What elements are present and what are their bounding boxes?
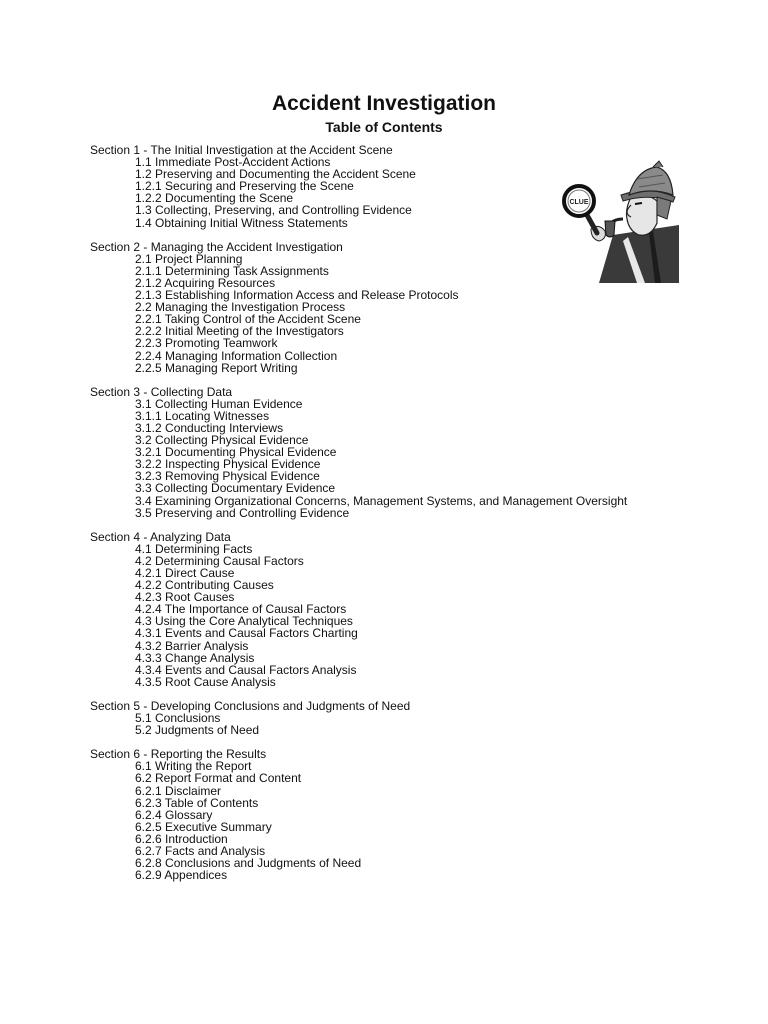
toc-entry: 4.3.1 Events and Causal Factors Charting bbox=[135, 626, 358, 641]
magnifier-label: CLUE bbox=[569, 199, 589, 206]
toc-entry: 4.3.4 Events and Causal Factors Analysis bbox=[135, 662, 357, 677]
toc-entry: 2.2.3 Promoting Teamwork bbox=[135, 336, 278, 351]
toc-entry: 2.2.2 Initial Meeting of the Investigators bbox=[135, 324, 344, 339]
toc-entry: 6.2.8 Conclusions and Judgments of Need bbox=[135, 856, 362, 871]
document-title: Accident Investigation bbox=[271, 92, 497, 115]
toc-entry: 6.2.6 Introduction bbox=[135, 831, 228, 846]
toc-entry: 4.2 Determining Causal Factors bbox=[135, 553, 304, 568]
toc-entry: 5.1 Conclusions bbox=[135, 711, 221, 726]
toc-entry: 5.2 Judgments of Need bbox=[135, 723, 260, 738]
toc-entry: 1.1 Immediate Post-Accident Actions bbox=[135, 155, 331, 170]
toc-entry: 3.2.2 Inspecting Physical Evidence bbox=[135, 457, 321, 472]
toc-entry: 3.1 Collecting Human Evidence bbox=[135, 396, 303, 411]
toc-entry: 3.3 Collecting Documentary Evidence bbox=[135, 481, 336, 496]
toc-entry: 3.2.3 Removing Physical Evidence bbox=[135, 469, 320, 484]
toc-entry: 2.2.1 Taking Control of the Accident Scene bbox=[135, 312, 361, 327]
section-heading: Section 6 - Reporting the Results bbox=[90, 747, 267, 762]
toc-entry: 1.3 Collecting, Preserving, and Controlling Evidence bbox=[135, 203, 412, 218]
detective-illustration bbox=[553, 157, 679, 283]
section-heading: Section 1 - The Initial Investigation at the Accident Scene bbox=[90, 143, 393, 157]
toc-entry: 3.2 Collecting Physical Evidence bbox=[135, 433, 309, 448]
section-heading: Section 4 - Analyzing Data bbox=[90, 529, 231, 544]
toc-entry: 2.1.3 Establishing Information Access and Release Protocols bbox=[135, 288, 459, 303]
toc-entry: 6.1 Writing the Report bbox=[135, 759, 252, 774]
toc-entry: 6.2.4 Glossary bbox=[135, 807, 213, 822]
section-heading: Section 3 - Collecting Data bbox=[90, 384, 233, 399]
toc-entry: 2.1.1 Determining Task Assignments bbox=[135, 263, 329, 278]
toc-entry: 3.1.2 Conducting Interviews bbox=[135, 420, 284, 435]
toc-entry: 2.2.4 Managing Information Collection bbox=[135, 348, 338, 363]
toc-entry: 4.2.1 Direct Cause bbox=[135, 566, 235, 580]
toc-entry: 6.2.7 Facts and Analysis bbox=[135, 843, 266, 858]
toc-entry: 4.2.3 Root Causes bbox=[135, 590, 235, 605]
toc-entry: 4.3.3 Change Analysis bbox=[135, 650, 255, 665]
toc-entry: 1.2.1 Securing and Preserving the Scene bbox=[135, 179, 354, 194]
toc-entry: 3.1.1 Locating Witnesses bbox=[135, 408, 270, 423]
section-heading: Section 5 - Developing Conclusions and Judgments of Need bbox=[90, 698, 411, 713]
toc-entry: 2.1 Project Planning bbox=[135, 251, 243, 266]
toc-entry: 4.3.2 Barrier Analysis bbox=[135, 638, 249, 653]
toc-section bbox=[90, 386, 690, 519]
toc-section bbox=[90, 700, 690, 736]
toc-entry: 1.2.2 Documenting the Scene bbox=[135, 191, 294, 206]
toc-entry: 6.2.1 Disclaimer bbox=[135, 783, 222, 798]
section-heading: Section 2 - Managing the Accident Investigation bbox=[90, 239, 343, 254]
toc-entry: 6.2.3 Table of Contents bbox=[135, 795, 259, 810]
toc-entry: 2.1.2 Acquiring Resources bbox=[135, 275, 276, 290]
toc-entry: 4.3.5 Root Cause Analysis bbox=[135, 674, 276, 689]
toc-entry: 4.3 Using the Core Analytical Techniques bbox=[135, 614, 353, 629]
toc-section bbox=[90, 748, 690, 881]
document-subtitle: Table of Contents bbox=[325, 119, 443, 135]
toc-section bbox=[90, 531, 690, 688]
toc-entry: 6.2.9 Appendices bbox=[135, 868, 228, 883]
toc-entry: 2.2.5 Managing Report Writing bbox=[135, 360, 298, 375]
toc-entry: 4.2.4 The Importance of Causal Factors bbox=[135, 602, 347, 617]
toc-entry: 3.4 Examining Organizational Concerns, Management Systems, and Management Oversight bbox=[135, 493, 628, 508]
toc-entry: 6.2.5 Executive Summary bbox=[135, 819, 272, 834]
toc-entry: 4.2.2 Contributing Causes bbox=[135, 578, 274, 593]
toc-entry: 3.2.1 Documenting Physical Evidence bbox=[135, 445, 337, 460]
toc-entry: 3.5 Preserving and Controlling Evidence bbox=[135, 505, 350, 520]
toc-entry: 1.2 Preserving and Documenting the Accident Scene bbox=[135, 167, 416, 182]
toc-entry: 4.1 Determining Facts bbox=[135, 541, 253, 556]
toc-entry: 2.2 Managing the Investigation Process bbox=[135, 300, 346, 315]
toc-entry: 1.4 Obtaining Initial Witness Statements bbox=[135, 215, 348, 230]
toc-entry: 6.2 Report Format and Content bbox=[135, 771, 302, 786]
